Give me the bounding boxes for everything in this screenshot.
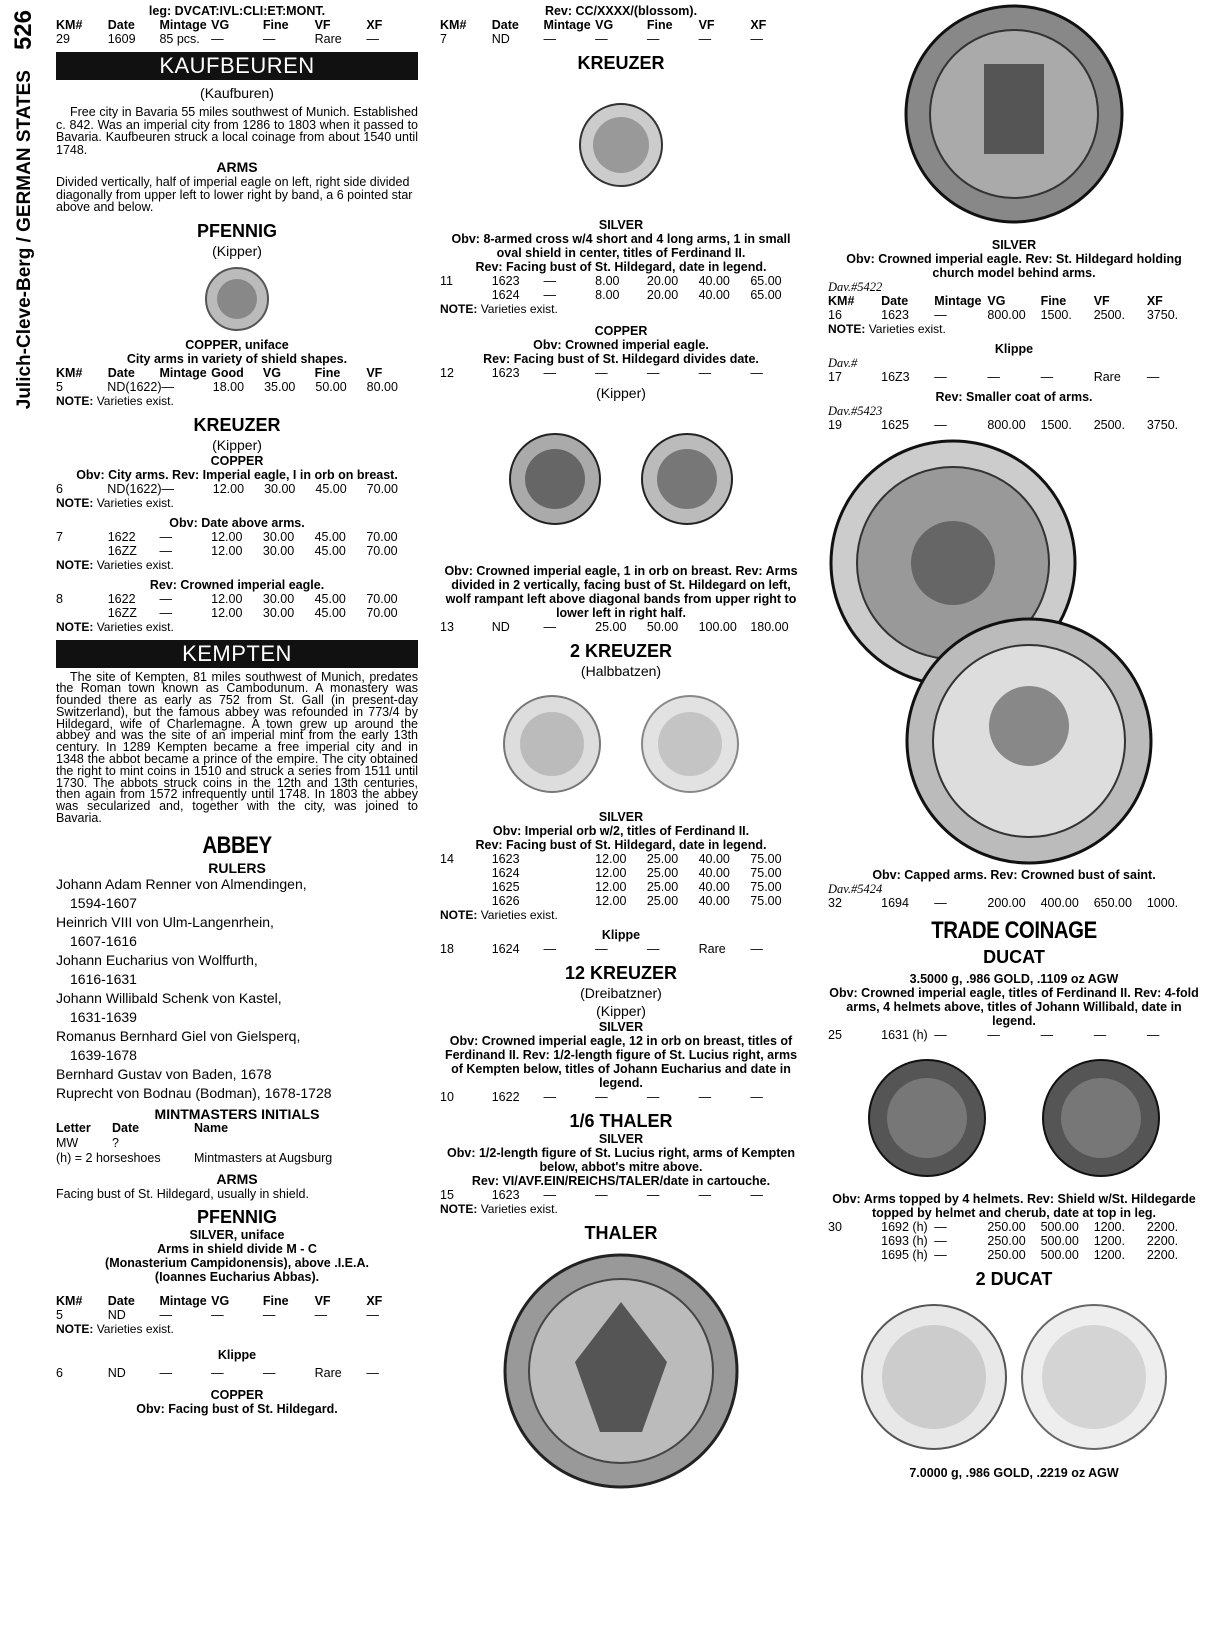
coin-desc: Rev: Facing bust of St. Hildegard, date in legend. (475, 260, 767, 274)
coin-desc: (Ioannes Eucharius Abbas). (154, 1270, 320, 1285)
coin-pair (440, 432, 802, 526)
page-number: 526 (10, 10, 37, 51)
table-row: (h) = 2 horseshoes Mintmasters at Augsburg (56, 1150, 333, 1165)
table-row: 25 1631 (h) — — — — — (828, 1028, 1160, 1042)
metal-label: COPPER (210, 1388, 264, 1403)
table-row: 11 1623 — 8.00 20.00 40.00 65.00 (440, 274, 782, 288)
denomination-title: 12 KREUZER (564, 963, 678, 983)
table-row: 30 1692 (h) — 250.00 500.00 1200. 2200. (828, 1220, 1179, 1234)
denomination-subtitle: (Dreibatzner) (580, 985, 662, 1001)
coin-pair (828, 1058, 1200, 1178)
coin-desc: Obv: Crowned imperial eagle. Rev: St. Hildegard holding church model behind arms. (846, 252, 1182, 280)
table-row: 8 1622 — 12.00 30.00 45.00 70.00 (56, 591, 398, 606)
coin-desc: Obv: Crowned imperial eagle. (533, 338, 709, 352)
table-header: KM# Date Mintage VG Fine VF XF (440, 18, 767, 32)
coin-photo-thaler (502, 1252, 740, 1490)
section-title-kaufbeuren: KAUFBEUREN (56, 52, 418, 80)
note: NOTE: Varieties exist. (56, 1322, 174, 1337)
coin-spec: 7.0000 g, .986 GOLD, .2219 oz AGW (909, 1466, 1119, 1480)
coin-photo-reverse (1019, 1302, 1169, 1452)
column-3 (828, 4, 1200, 1480)
list-item: Johann Adam Renner von Almendingen, (56, 875, 307, 892)
history-paragraph: The site of Kempten, 81 miles southwest of Munich, predates the Roman town known as Cambodunum. A monastery was founded there as early as 752 from St. Gall (in present-day Switzerland), but the famous abbey was refounded in 773/4 by Hildegard, wife of Charlemagne. A town grew up around the abbey and was the site of an imperial mint from the early 13th century. In 1289 Kempten became a free imperial city and in 1348 the abbot became a prince of the empire. The city obtained the right to mint coins in 1510 and struck a series from 1511 until 1730. The abbots struck coins in the 12th and 13th centuries, then again from 1572 infrequently until 1748. In 1803 the abbey was secularized and, together with the city, was joined to Bavaria. (56, 669, 418, 826)
table-row: 18 1624 — — — Rare — (440, 942, 763, 956)
column-1 (56, 4, 418, 1416)
metal-label: SILVER (598, 1020, 644, 1034)
table-row: 1625 12.00 25.00 40.00 75.00 (491, 880, 782, 894)
coin-desc: SILVER, uniface (189, 1228, 285, 1243)
table-row: 7 1622 — 12.00 30.00 45.00 70.00 (56, 529, 398, 544)
coin-desc: Obv: 1/2-length figure of St. Lucius right, arms of Kempten below, abbot's mitre above. (447, 1146, 795, 1174)
coin-desc: Rev: VI/AVF.EIN/REICHS/TALER/date in cartouche. (471, 1174, 771, 1188)
denomination-subtitle: (Kipper) (212, 242, 262, 259)
coin-photo-thaler (904, 4, 1124, 224)
list-item: 1594-1607 (70, 894, 137, 911)
metal-label: SILVER (991, 238, 1037, 252)
section-title-kempten: KEMPTEN (56, 640, 418, 668)
coin-desc: Obv: Crowned imperial eagle, 12 in orb on breast, titles of Ferdinand II. Rev: 1/2-length figure of St. Lucius right, arms of Kempten below, titles of Johann Eucharius and date in legend. (444, 1034, 798, 1090)
table-row: 17 16Z3 — — — Rare — (828, 370, 1160, 384)
denomination-subtitle: (Halbbatzen) (580, 663, 662, 679)
metal-label: SILVER (598, 1132, 644, 1146)
denomination-title: DUCAT (983, 947, 1045, 967)
note: NOTE: Varieties exist. (440, 908, 558, 922)
dav-ref: Dav.#5423 (828, 404, 883, 418)
denomination-title: KREUZER (577, 53, 665, 73)
denomination-title: 2 KREUZER (569, 641, 672, 661)
denomination-subtitle: (Kipper) (212, 436, 262, 453)
list-item: Heinrich VIII von Ulm-Langenrhein, (56, 913, 274, 930)
arms-text: Divided vertically, half of imperial eagle on left, right side divided diagonally from upper left to lower right by band, a 6 pointed star above and below. (56, 175, 413, 214)
coin-desc: Rev: Facing bust of St. Hildegard, date in legend. (475, 838, 767, 852)
section-subtitle: (Kaufburen) (200, 85, 274, 101)
table-row: 16 1623 — 800.00 1500. 2500. 3750. (828, 308, 1179, 322)
table-row: 16ZZ — 12.00 30.00 45.00 70.00 (107, 543, 398, 558)
dav-ref: Dav.#5424 (828, 882, 883, 896)
coin-photo-obverse (502, 694, 602, 794)
top-legend: leg: DVCAT:IVL:CLI:ET:MONT. (148, 4, 326, 18)
metal-label: SILVER (598, 810, 644, 824)
mintmasters-label: MINTMASTERS INITIALS (154, 1105, 320, 1122)
table-row: 15 1623 — — — — — (440, 1188, 763, 1202)
coin-desc: Arms in shield divide M - C (157, 1242, 317, 1257)
coin-desc: Obv: Crowned imperial eagle, titles of Ferdinand II. Rev: 4-fold arms, 4 helmets above, titles of Johann Willibald, date in legend. (829, 986, 1199, 1028)
klippe-label: Klippe (994, 342, 1034, 356)
table-row: 5 ND(1622) — 18.00 35.00 50.00 80.00 (56, 379, 398, 394)
denomination-title: 2 DUCAT (975, 1269, 1053, 1289)
rulers-list (56, 875, 418, 1103)
list-item: 1631-1639 (70, 1008, 137, 1025)
table-row: 1626 12.00 25.00 40.00 75.00 (491, 894, 782, 908)
coin-desc: COPPER, uniface (185, 337, 289, 352)
coin-desc: Obv: Imperial orb w/2, titles of Ferdinand II. (492, 824, 750, 838)
coin-desc: (Monasterium Campidonensis), above .I.E.A. (105, 1256, 369, 1271)
table-row: 5 ND — — — — — (56, 1308, 379, 1323)
coin-desc: Obv: City arms. Rev: Imperial eagle, I in orb on breast. (76, 467, 398, 482)
note: NOTE: Varieties exist. (56, 393, 174, 408)
denomination-title: THALER (584, 1223, 658, 1243)
subsection-title: ABBEY (202, 831, 272, 859)
denomination-subtitle: (Kipper) (596, 385, 646, 401)
list-item: Ruprecht von Bodnau (Bodman), 1678-1728 (56, 1084, 332, 1101)
coin-desc: Obv: Facing bust of St. Hildegard. (136, 1402, 338, 1417)
list-item: 1607-1616 (70, 932, 137, 949)
coin-desc: City arms in variety of shield shapes. (126, 351, 348, 366)
coin-pair (828, 438, 1200, 868)
klippe-label: Klippe (217, 1348, 257, 1363)
list-item: 1616-1631 (70, 970, 137, 987)
note: NOTE: Varieties exist. (828, 322, 946, 336)
table-row: 1695 (h) — 250.00 500.00 1200. 2200. (881, 1248, 1179, 1262)
subsection-title: TRADE COINAGE (931, 917, 1097, 944)
rulers-label: RULERS (208, 859, 266, 876)
table-row: 13 ND — 25.00 50.00 100.00 180.00 (440, 620, 789, 634)
table-row: 1624 12.00 25.00 40.00 75.00 (491, 866, 782, 880)
list-item: Johann Eucharius von Wolffurth, (56, 951, 258, 968)
history-paragraph: Free city in Bavaria 55 miles southwest of Munich. Established c. 842. Was an imperial city from 1286 to 1803 when it passed to Bavaria. Kaufbeuren struck a local coinage from about 1540 until 1748. (56, 105, 418, 157)
coin-photo (204, 266, 270, 332)
coin-desc: Obv: Capped arms. Rev: Crowned bust of saint. (872, 868, 1156, 882)
metal-label: COPPER (210, 453, 264, 468)
table-header: Letter Date Name (56, 1120, 229, 1135)
coin-photo-reverse (1041, 1058, 1161, 1178)
coin-desc: Obv: Arms topped by 4 helmets. Rev: Shield w/St. Hildegarde topped by helmet and cherub, date at top in leg. (832, 1192, 1196, 1220)
table-row: MW ? (56, 1135, 119, 1150)
coin-photo-obverse (867, 1058, 987, 1178)
side-header (8, 8, 48, 418)
note: NOTE: Varieties exist. (440, 1202, 558, 1216)
table-row: 6 ND(1622) — 12.00 30.00 45.00 70.00 (56, 481, 398, 496)
top-legend: Rev: CC/XXXX/(blossom). (544, 4, 698, 18)
coin-desc: Rev: Crowned imperial eagle. (149, 577, 325, 592)
arms-label: ARMS (216, 159, 258, 175)
coin-photo-obverse (508, 432, 602, 526)
table-header: KM# Date Mintage VG Fine VF XF (828, 294, 1163, 308)
table-header: KM# Date Mintage VG Fine VF XF (56, 1294, 383, 1309)
note: NOTE: Varieties exist. (56, 495, 174, 510)
note: NOTE: Varieties exist. (56, 619, 174, 634)
coin-desc: Obv: Date above arms. (169, 515, 305, 530)
list-item: Bernhard Gustav von Baden, 1678 (56, 1065, 272, 1082)
klippe-label: Klippe (601, 928, 641, 942)
denomination-title: PFENNIG (196, 1207, 277, 1228)
arms-text: Facing bust of St. Hildegard, usually in shield. (56, 1186, 309, 1201)
coin-photo-reverse (904, 616, 1154, 866)
coin-pair (828, 1302, 1200, 1452)
table-row: 10 1622 — — — — — (440, 1090, 763, 1104)
coin-photo (578, 102, 664, 188)
metal-label: COPPER (594, 324, 648, 338)
denomination-title: PFENNIG (196, 220, 277, 241)
table-row: 16ZZ — 12.00 30.00 45.00 70.00 (107, 605, 398, 620)
dav-ref: Dav.#5422 (828, 280, 883, 294)
denomination-subtitle: (Kipper) (596, 1003, 646, 1019)
table-row: 7 ND — — — — — (440, 32, 763, 46)
note: NOTE: Varieties exist. (440, 302, 558, 316)
table-row: 14 1623 12.00 25.00 40.00 75.00 (440, 852, 782, 866)
table-row: 1693 (h) — 250.00 500.00 1200. 2200. (881, 1234, 1179, 1248)
metal-label: SILVER (598, 218, 644, 232)
denomination-title: KREUZER (193, 414, 281, 435)
list-item: Johann Willibald Schenk von Kastel, (56, 989, 282, 1006)
arms-label: ARMS (216, 1170, 258, 1187)
note: NOTE: Varieties exist. (56, 557, 174, 572)
coin-pair (440, 694, 802, 794)
coin-desc: Obv: Crowned imperial eagle, 1 in orb on breast. Rev: Arms divided in 2 vertically, facing bust of St. Hildegard on left, wolf rampant left above diagonal bands from upper right to lower left in right half. (444, 564, 798, 620)
coin-photo-reverse (640, 694, 740, 794)
list-item: Romanus Bernhard Giel von Gielsperq, (56, 1027, 301, 1044)
list-item: 1639-1678 (70, 1046, 137, 1063)
table-row: 32 1694 — 200.00 400.00 650.00 1000. (828, 896, 1179, 910)
coin-desc: Obv: 8-armed cross w/4 short and 4 long arms, 1 in small oval shield in center, titles of Ferdinand II. (451, 232, 791, 260)
coin-desc: Rev: Smaller coat of arms. (935, 390, 1093, 404)
dav-ref: Dav.# (828, 356, 858, 370)
denomination-title: 1/6 THALER (569, 1111, 673, 1131)
coin-photo-obverse (859, 1302, 1009, 1452)
coin-photo-reverse (640, 432, 734, 526)
table-header: KM# Date Mintage VG Fine VF XF (56, 18, 383, 32)
column-2 (440, 4, 802, 1496)
running-head: Julich-Cleve-Berg / GERMAN STATES (14, 70, 35, 410)
table-row: 1624 — 8.00 20.00 40.00 65.00 (491, 288, 782, 302)
table-row: 19 1625 — 800.00 1500. 2500. 3750. (828, 418, 1179, 432)
table-row: 6 ND — — — Rare — (56, 1366, 379, 1381)
table-header: KM# Date Mintage Good VG Fine VF (56, 365, 383, 380)
table-row: 12 1623 — — — — — (440, 366, 763, 380)
coin-spec: 3.5000 g, .986 GOLD, .1109 oz AGW (909, 972, 1119, 986)
table-row: 29 1609 85 pcs. — — Rare — (56, 32, 379, 46)
coin-desc: Rev: Facing bust of St. Hildegard divides date. (483, 352, 759, 366)
